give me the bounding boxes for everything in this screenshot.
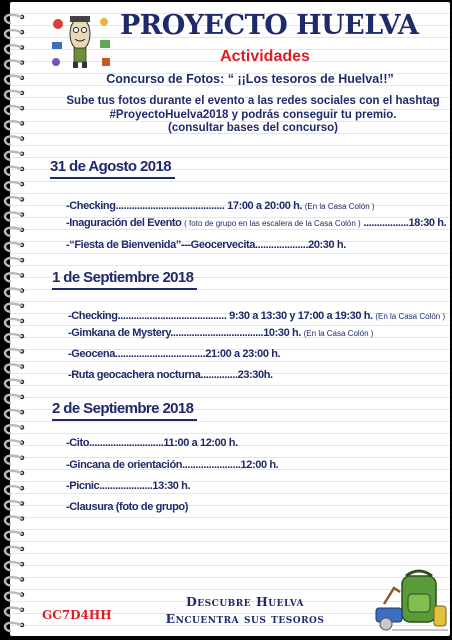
binding-ring (5, 106, 22, 114)
binding-ring (5, 197, 22, 205)
item-note: (En la Casa Colón ) (303, 329, 374, 338)
binding-ring (5, 608, 22, 616)
item-text: -Gimkana de Mystery...................................10:30 h. (68, 327, 304, 339)
schedule-item (68, 369, 273, 381)
schedule-item (68, 327, 373, 339)
item-text: -“Fiesta de Bienvenida”---Geocervecita....................20:30 h. (66, 239, 346, 251)
item-text: -Geocena..................................21:00 a 23:00 h. (68, 348, 281, 360)
item-text: -Checking......................................... 17:00 a 20:00 h. (66, 200, 305, 212)
binding-ring (5, 501, 22, 509)
schedule-item (66, 217, 446, 229)
item-text: -Gincana de orientación......................12:00 h. (66, 459, 279, 471)
binding-ring (5, 395, 22, 403)
binding-ring (5, 562, 22, 570)
binding-ring (5, 304, 22, 312)
binding-ring (5, 334, 22, 342)
binding-ring (5, 349, 22, 357)
schedule-item (68, 310, 445, 322)
binding-ring (5, 45, 22, 53)
binding-ring (5, 273, 22, 281)
footer-slogan-2: Encuentra sus tesoros (165, 611, 325, 626)
page-title: PROYECTO HUELVA (120, 10, 419, 41)
day-heading-2-septiembre: 2 de Septiembre 2018 (52, 400, 197, 421)
binding-ring (5, 212, 22, 220)
binding-ring (5, 577, 22, 585)
binding-ring (5, 592, 22, 600)
binding-ring (5, 152, 22, 160)
binding-ring (5, 516, 22, 524)
schedule-item (66, 459, 278, 471)
binding-ring (5, 121, 22, 129)
schedule-item (66, 480, 190, 492)
binding-ring (5, 440, 22, 448)
binding-ring (5, 319, 22, 327)
binding-ring (5, 182, 22, 190)
binding-ring (5, 623, 22, 631)
binding-ring (5, 15, 22, 23)
binding-ring (5, 410, 22, 418)
item-text: -Ruta geocachera nocturna..............23:30h. (68, 369, 273, 381)
day-heading-31-agosto: 31 de Agosto 2018 (50, 158, 175, 179)
item-text: -Checking......................................... 9:30 a 13:30 y 17:00 a 19:30 h. (68, 310, 376, 322)
binding-ring (5, 380, 22, 388)
geocacher-mascot-icon (44, 12, 120, 72)
schedule-item (66, 501, 188, 513)
schedule-item (66, 239, 346, 251)
binding-ring (5, 91, 22, 99)
schedule-item (66, 437, 238, 449)
day-heading-1-septiembre: 1 de Septiembre 2018 (52, 269, 197, 290)
binding-ring (5, 486, 22, 494)
binding-ring (5, 167, 22, 175)
item-note: (En la Casa Colón ) (304, 202, 375, 211)
notebook-page (10, 2, 450, 636)
binding-ring (5, 288, 22, 296)
binding-ring (5, 532, 22, 540)
binding-ring (5, 228, 22, 236)
binding-ring (5, 30, 22, 38)
backpack-icon (372, 568, 450, 634)
schedule-item (66, 200, 375, 212)
contest-title: Concurso de Fotos: “ ¡¡Los tesoros de Huelva!!” (106, 72, 394, 86)
binding-ring (5, 547, 22, 555)
binding-ring (5, 136, 22, 144)
binding-ring (5, 258, 22, 266)
geocache-code: GC7D4HH (42, 608, 112, 622)
item-note: ( foto de grupo en las escalera de la Casa Colón ) (184, 219, 361, 228)
binding-ring (5, 243, 22, 251)
binding-ring (5, 425, 22, 433)
schedule-item (68, 348, 280, 360)
intro-line: Sube tus fotos durante el evento a las redes sociales con el hashtag (66, 95, 440, 107)
page-subtitle: Actividades (220, 48, 310, 65)
intro-line: (consultar bases del concurso) (168, 122, 338, 134)
intro-line: #ProyectoHuelva2018 y podrás conseguir tu premio. (109, 108, 397, 121)
item-text: .................18:30 h. (360, 217, 447, 229)
binding-ring (5, 76, 22, 84)
binding-ring (5, 456, 22, 464)
item-text: -Clausura (foto de grupo) (66, 501, 188, 513)
item-text: -Picnic....................13:30 h. (66, 480, 191, 492)
binding-ring (5, 60, 22, 68)
footer-slogan-1: Descubre Huelva (185, 594, 305, 609)
binding-ring (5, 364, 22, 372)
item-text: -Cito............................11:00 a 12:00 h. (66, 437, 238, 449)
item-text: -Inaguración del Evento (66, 217, 185, 229)
contest-intro (58, 95, 448, 136)
spiral-binding-icon (0, 0, 40, 640)
binding-ring (5, 471, 22, 479)
item-note: (En la Casa Colón ) (375, 312, 446, 321)
